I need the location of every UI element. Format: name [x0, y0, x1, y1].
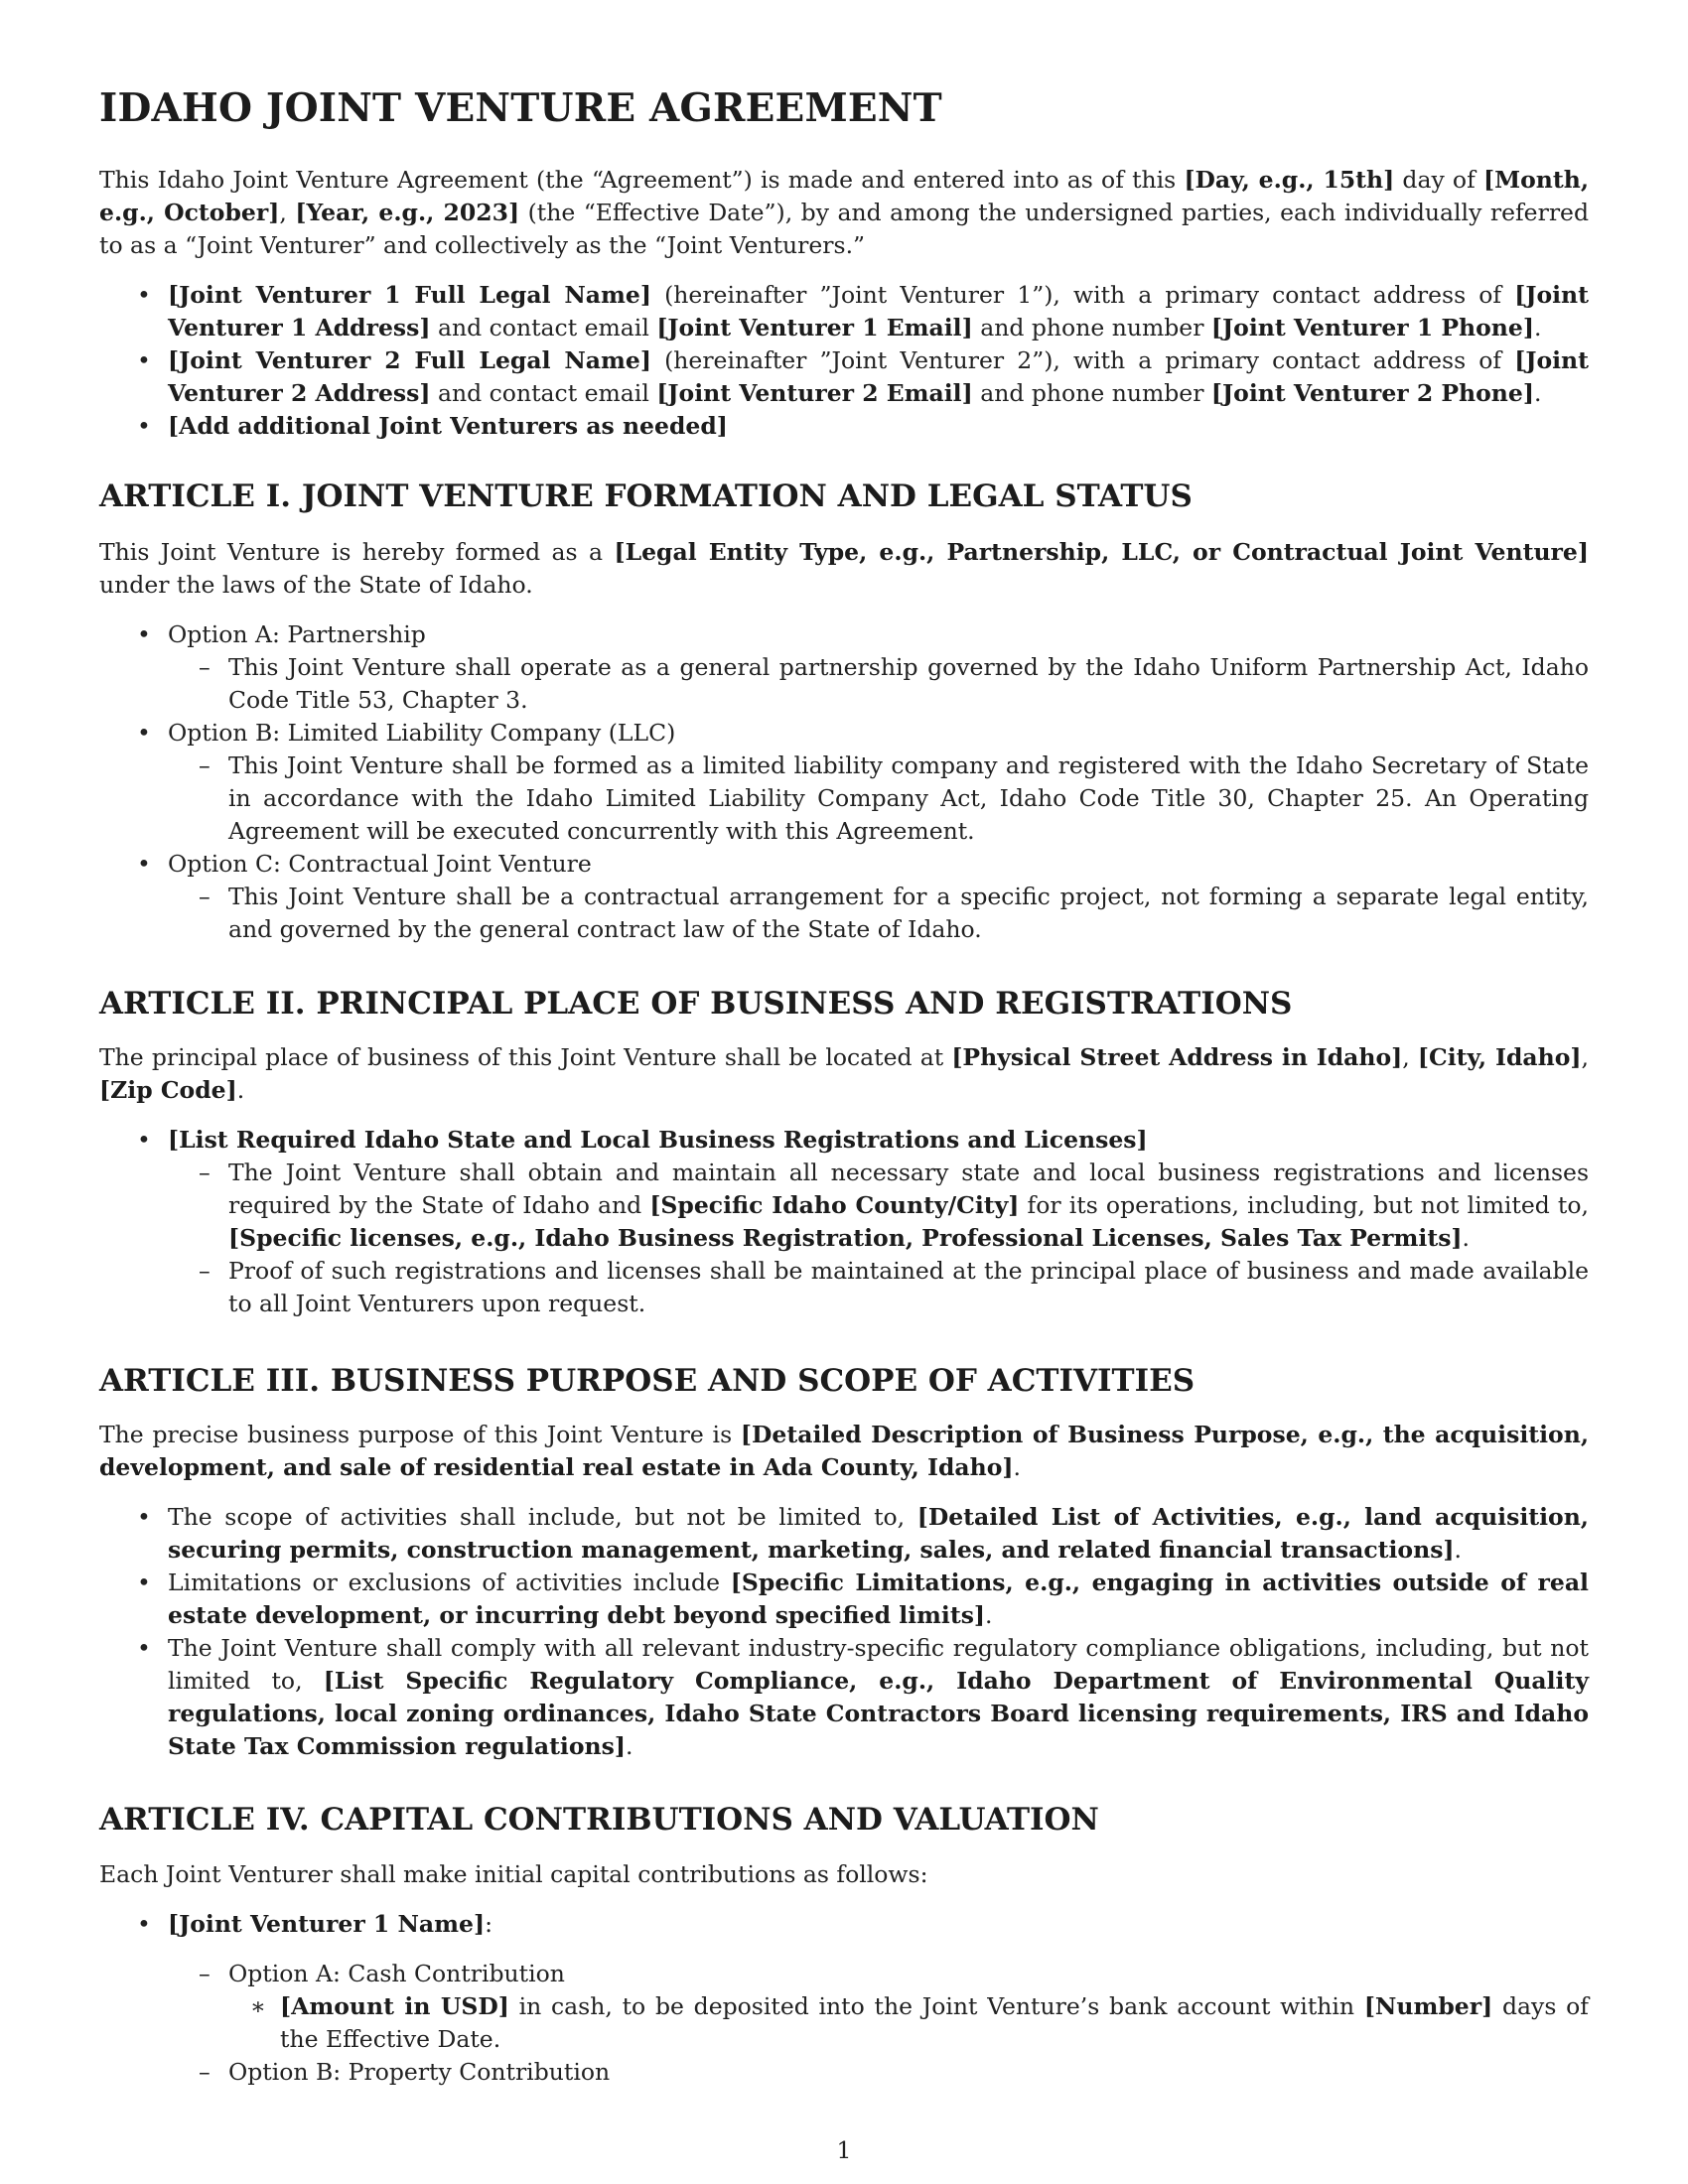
article-3-list — [99, 1501, 1589, 1763]
option-a-text: – This Joint Venture shall operate as a general partnership governed by the Idaho Uniform Partnership Act, Idaho Code Title 53, Chapter 3. — [99, 651, 1589, 717]
intro-paragraph: This Idaho Joint Venture Agreement (the “Agreement”) is made and entered into as of this [Day, e.g., 15th] day of [Month, e.g., October], [Year, e.g., 2023] (the “Effective Date”), by and among the undersigned parties, each individually referred to as a “Joint Venturer” and collectively as the “Joint Venturers.” — [99, 166, 1590, 259]
option-b: • Option B: Limited Liability Company (LLC) — [99, 717, 1589, 750]
document-title: IDAHO JOINT VENTURE AGREEMENT — [99, 85, 942, 131]
article-2-list — [99, 1124, 1589, 1320]
option-c: • Option C: Contractual Joint Venture — [99, 848, 1589, 881]
article-1-options — [99, 618, 1589, 946]
option-b-text: – This Joint Venture shall be formed as a limited liability company and registered with the Idaho Secretary of State in accordance with the Idaho Limited Liability Company Act, Idaho Code Title 30, Chapter 25. An Operating Agreement will be executed concurrently with this Agreement. — [99, 750, 1589, 848]
article-3-heading: ARTICLE III. BUSINESS PURPOSE AND SCOPE OF ACTIVITIES — [99, 1363, 1196, 1399]
article-4-heading: ARTICLE IV. CAPITAL CONTRIBUTIONS AND VALUATION — [99, 1802, 1099, 1838]
cash-detail: ∗ [Amount in USD] in cash, to be deposited into the Joint Venture’s bank account within [Number] days of the Effective Date. — [99, 1990, 1589, 2056]
article-4-list — [99, 1908, 1589, 2089]
party-jv2: • [Joint Venturer 2 Full Legal Name] (hereinafter ”Joint Venturer 2”), with a primary contact address of [Joint Venturer 2 Address] and contact email [Joint Venturer 2 Email] and phone number [Joint Venturer 2 Phone]. — [99, 344, 1589, 410]
scope-item: • The scope of activities shall include, but not be limited to, [Detailed List of Activities, e.g., land acquisition, securing permits, construction management, marketing, sales, and related financial transactions]. — [99, 1501, 1589, 1567]
compliance-item: • The Joint Venture shall comply with all relevant industry-specific regulatory compliance obligations, including, but not limited to, [List Specific Regulatory Compliance, e.g., Idaho Department of Environmental Quality regulations, local zoning ordinances, Idaho State Contractors Board licensing requirements, IRS and Idaho State Tax Commission regulations]. — [99, 1632, 1589, 1763]
article-3-paragraph: The precise business purpose of this Joint Venture is [Detailed Description of Business Purpose, e.g., the acquisition, development, and sale of residential real estate in Ada County, Idaho]. — [99, 1421, 1589, 1481]
registrations-text-2: – Proof of such registrations and licenses shall be maintained at the principal place of business and made available to all Joint Venturers upon request. — [99, 1255, 1589, 1320]
jv1-contribution: • [Joint Venturer 1 Name]: — [99, 1908, 1589, 1941]
article-1-paragraph: This Joint Venture is hereby formed as a [Legal Entity Type, e.g., Partnership, LLC, or Contractual Joint Venture] under the laws of the State of Idaho. — [99, 538, 1589, 599]
option-a: • Option A: Partnership — [99, 618, 1589, 651]
registrations-label: • [List Required Idaho State and Local Business Registrations and Licenses] — [99, 1124, 1589, 1157]
article-2-heading: ARTICLE II. PRINCIPAL PLACE OF BUSINESS AND REGISTRATIONS — [99, 986, 1293, 1022]
registrations-text-1: – The Joint Venture shall obtain and maintain all necessary state and local business registrations and licenses required by the State of Idaho and [Specific Idaho County/City] for its operations, including, but not limited to, [Specific licenses, e.g., Idaho Business Registration, Professional Licenses, Sales Tax Permits]. — [99, 1157, 1589, 1255]
party-jv1: • [Joint Venturer 1 Full Legal Name] (hereinafter ”Joint Venturer 1”), with a primary contact address of [Joint Venturer 1 Address] and contact email [Joint Venturer 1 Email] and phone number [Joint Venturer 1 Phone]. — [99, 279, 1589, 344]
cash-option: – Option A: Cash Contribution — [99, 1958, 1589, 1990]
party-additional: • [Add additional Joint Venturers as needed] — [99, 410, 1589, 443]
article-2-paragraph: The principal place of business of this Joint Venture shall be located at [Physical Street Address in Idaho], [City, Idaho], [Zip Code]. — [99, 1043, 1589, 1104]
property-option: – Option B: Property Contribution — [99, 2056, 1589, 2089]
limitations-item: • Limitations or exclusions of activities include [Specific Limitations, e.g., engaging in activities outside of real estate development, or incurring debt beyond specified limits]. — [99, 1567, 1589, 1632]
article-4-paragraph: Each Joint Venturer shall make initial capital contributions as follows: — [99, 1860, 928, 1888]
option-c-text: – This Joint Venture shall be a contractual arrangement for a specific project, not forming a separate legal entity, and governed by the general contract law of the State of Idaho. — [99, 881, 1589, 946]
article-1-heading: ARTICLE I. JOINT VENTURE FORMATION AND LEGAL STATUS — [99, 478, 1193, 514]
parties-list — [99, 279, 1589, 443]
page-number: 1 — [836, 2136, 852, 2164]
